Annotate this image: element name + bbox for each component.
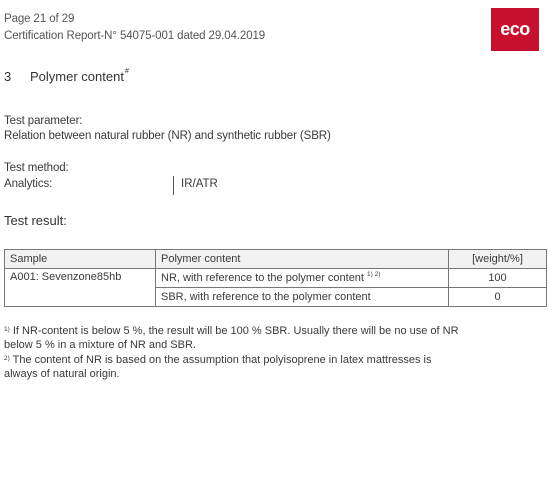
page-number: Page 21 of 29 bbox=[4, 13, 75, 25]
table-row bbox=[5, 269, 547, 288]
table-header-row bbox=[5, 250, 547, 269]
test-parameter-text: Relation between natural rubber (NR) and synthetic rubber (SBR) bbox=[4, 130, 331, 142]
footnote-1-text: If NR-content is below 5 %, the result will be 100 % SBR. Usually there will be no use of NR below 5 % in a mixture of NR and SBR. bbox=[4, 325, 459, 351]
method-divider bbox=[173, 176, 174, 195]
section-heading bbox=[4, 69, 129, 84]
footnote-2-mark: 2) bbox=[4, 355, 10, 362]
logo-text: eco bbox=[500, 19, 530, 39]
weight-cell: 0 bbox=[449, 288, 547, 307]
footnote-2 bbox=[4, 353, 464, 381]
footnote-1-mark: 1) bbox=[4, 326, 10, 333]
section-number: 3 bbox=[4, 69, 12, 84]
test-method-value: IR/ATR bbox=[181, 178, 218, 190]
section-mark: # bbox=[124, 68, 129, 75]
polymer-text: NR, with reference to the polymer content bbox=[161, 272, 364, 284]
header-sample: Sample bbox=[5, 250, 156, 269]
test-result-label: Test result: bbox=[4, 213, 67, 228]
polymer-cell bbox=[156, 269, 449, 288]
weight-cell: 100 bbox=[449, 269, 547, 288]
test-method-label: Test method: bbox=[4, 162, 69, 174]
footnote-1 bbox=[4, 324, 464, 352]
test-method-key: Analytics: bbox=[4, 178, 53, 190]
report-reference: Certification Report-N° 54075-001 dated 29.04.2019 bbox=[4, 30, 266, 42]
eco-logo bbox=[491, 8, 539, 51]
header-weight: [weight/%] bbox=[449, 250, 547, 269]
polymer-note: 1) 2) bbox=[367, 271, 381, 278]
section-title: Polymer content bbox=[30, 69, 124, 84]
header-polymer: Polymer content bbox=[156, 250, 449, 269]
sample-cell: A001: Sevenzone85hb bbox=[5, 269, 156, 307]
footnote-2-text: The content of NR is based on the assumption that polyisoprene in latex mattresses is always of natural origin. bbox=[4, 354, 432, 380]
result-table bbox=[4, 249, 547, 307]
polymer-cell: SBR, with reference to the polymer content bbox=[156, 288, 449, 307]
test-parameter-label: Test parameter: bbox=[4, 115, 83, 127]
